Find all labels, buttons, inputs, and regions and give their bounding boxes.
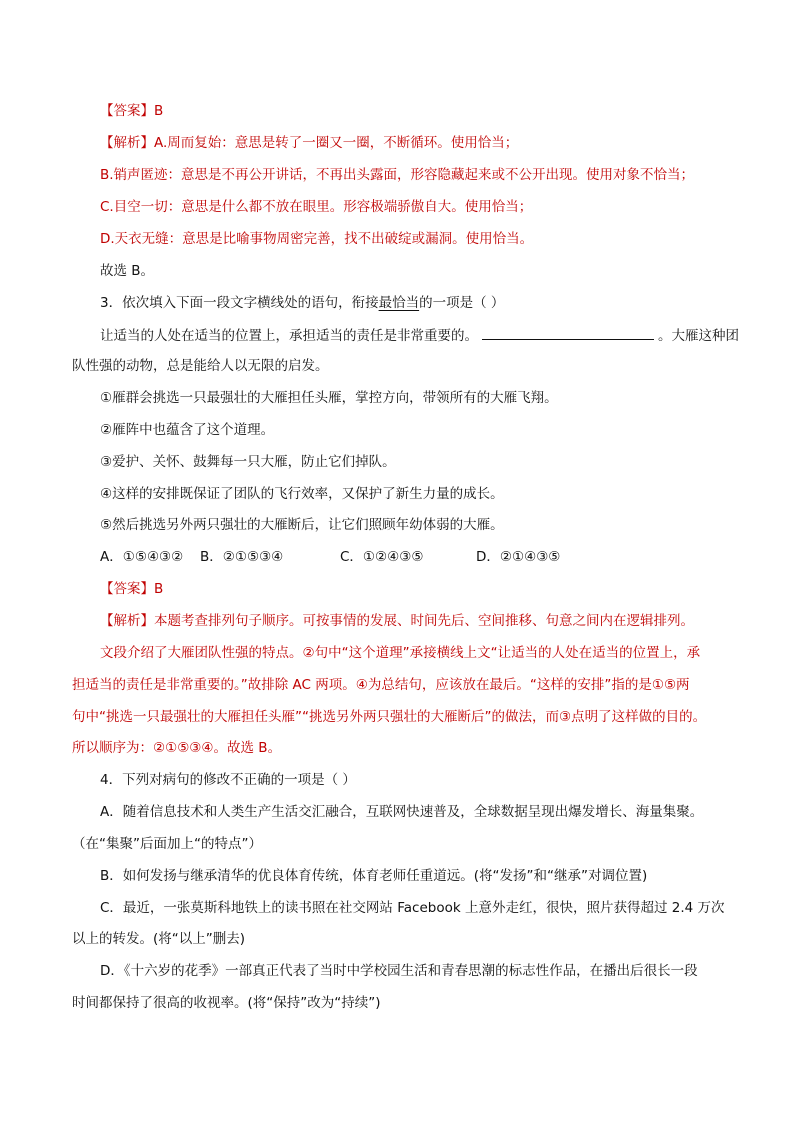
answer-label-2: 【答案】 (100, 581, 154, 597)
q3-stem-underlined: 最恰当 (378, 295, 420, 311)
q3-options (100, 547, 560, 567)
fill-blank (482, 325, 654, 340)
analysis-2-line-1 (100, 611, 694, 631)
analysis-text-d: D.天衣无缝：意思是比喻事物周密完善，找不出破绽或漏洞。使用恰当。 (100, 231, 534, 247)
q3-stem-pre: 3．依次填入下面一段文字横线处的语句，衔接 (100, 295, 379, 311)
analysis-conclusion: 故选 B。 (100, 263, 155, 279)
analysis-label-2: 【解析】 (100, 613, 154, 629)
q4-option-b: B．如何发扬与继承清华的优良体育传统，体育老师任重道远。(将“发扬”和“继承”对调位置) (100, 868, 648, 884)
q4-option-a-line-2: （在“集聚”后面加上“的特点”） (72, 836, 262, 852)
analysis-label: 【解析】 (100, 135, 154, 151)
answer-line-1 (100, 101, 163, 121)
answer-value: B (154, 103, 164, 119)
q3-stem-post: 的一项是（ ） (419, 295, 505, 311)
answer-label: 【答案】 (100, 103, 154, 119)
q3-sentence-2: ②雁阵中也蕴含了这个道理。 (100, 422, 275, 438)
answer-line-2 (100, 579, 163, 599)
analysis-2-text-4: 句中“挑选一只最强壮的大雁担任头雁”“挑选另外两只强壮的大雁断后”的做法，而③点明了这样做的目的。 (72, 709, 707, 725)
q3-sentence-4: ④这样的安排既保证了团队的飞行效率，又保护了新生力量的成长。 (100, 486, 504, 502)
analysis-text-a: A.周而复始：意思是转了一圈又一圈，不断循环。使用恰当； (154, 135, 519, 151)
analysis-2-text-1: 本题考查排列句子顺序。可按事情的发展、时间先后、空间推移、句意之间内在逻辑排列。 (154, 613, 694, 629)
analysis-text-b: B.销声匿迹：意思是不再公开讲话，不再出头露面，形容隐藏起来或不公开出现。使用对象不恰当； (100, 167, 695, 183)
q3-sentence-5: ⑤然后挑选另外两只强壮的大雁断后，让它们照顾年幼体弱的大雁。 (100, 517, 504, 533)
q3-option-c: C．①②④③⑤ (340, 549, 424, 565)
answer-value-2: B (154, 581, 164, 597)
analysis-text-c: C.目空一切：意思是什么都不放在眼里。形容极端骄傲自大。使用恰当； (100, 199, 533, 215)
analysis-line-a (100, 133, 518, 153)
question-3-stem (100, 293, 504, 313)
q3-sentence-1: ①雁群会挑选一只最强壮的大雁担任头雁，掌控方向，带领所有的大雁飞翔。 (100, 390, 558, 406)
q3-passage-1b: 。大雁这种团 (658, 328, 739, 344)
q3-option-d: D．②①④③⑤ (476, 549, 561, 565)
q3-option-a: A．①⑤④③② (100, 549, 184, 565)
analysis-2-text-3: 担适当的责任是非常重要的。”故排除 AC 两项。④为总结句，应该放在最后。“这样的安排”指的是①⑤两 (72, 677, 690, 693)
q4-option-c-line-2: 以上的转发。(将“以上”删去) (72, 931, 246, 947)
q4-option-d-line-1: D．《十六岁的花季》一部真正代表了当时中学校园生活和青春思潮的标志性作品，在播出后很长一段 (100, 963, 698, 979)
q3-option-b: B．②①⑤③④ (200, 549, 284, 565)
analysis-2-text-2: 文段介绍了大雁团队性强的特点。②句中“这个道理”承接横线上文“让适当的人处在适当的位置上，承 (100, 645, 701, 661)
q3-passage-1a: 让适当的人处在适当的位置上，承担适当的责任是非常重要的。 (100, 328, 478, 344)
q3-passage-2: 队性强的动物，总是能给人以无限的启发。 (72, 358, 329, 374)
q3-sentence-3: ③爱护、关怀、鼓舞每一只大雁，防止它们掉队。 (100, 454, 396, 470)
q4-option-a-line-1: A．随着信息技术和人类生产生活交汇融合，互联网快速普及，全球数据呈现出爆发增长、海量集聚。 (100, 804, 704, 820)
q3-passage-line-1 (100, 325, 739, 346)
q4-option-c-line-1: C．最近，一张莫斯科地铁上的读书照在社交网站 Facebook 上意外走红，很快，照片获得超过 2.4 万次 (100, 900, 725, 916)
analysis-2-text-5: 所以顺序为：②①⑤③④。故选 B。 (72, 740, 282, 756)
q4-option-d-line-2: 时间都保持了很高的收视率。(将“保持”改为“持续”) (72, 995, 381, 1011)
question-4-stem: 4．下列对病句的修改不正确的一项是（ ） (100, 772, 356, 788)
